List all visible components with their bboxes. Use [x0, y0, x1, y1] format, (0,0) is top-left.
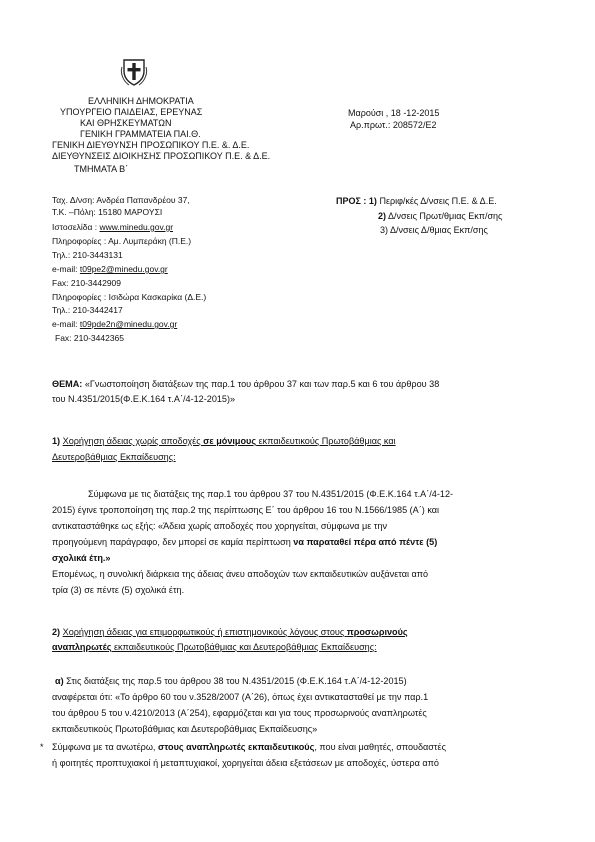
- fax-primary: Fax: 210-3442909: [52, 278, 121, 288]
- s2-b-line2: ή φοιτητές προπτυχιακοί ή μεταπτυχιακοί, χορηγείται άδεια εξετάσεων με αποδοχές, ύστερα από: [52, 758, 439, 768]
- s2-b-line1-a: Σύμφωνα με τα ανωτέρω,: [52, 742, 158, 752]
- s2-b-line1: [52, 742, 446, 752]
- s1-p1-line4: [52, 537, 437, 547]
- email-link-secondary[interactable]: t09pde2n@minedu.gov.gr: [79, 319, 178, 329]
- info-secondary: Πληροφορίες : Ισιδώρα Κασκαρίκα (Δ.Ε.): [52, 292, 207, 302]
- recipient-1-text: Περιφ/κές Δ/νσεις Π.Ε. & Δ.Ε.: [376, 196, 497, 206]
- address: Ταχ. Δ/νση: Ανδρέα Παπανδρέου 37,: [52, 195, 190, 205]
- section2-heading-line2: [52, 640, 377, 656]
- website-line: [52, 222, 173, 233]
- fax-secondary: Fax: 210-3442365: [55, 333, 124, 343]
- s2-a-line3: του άρθρου 5 του ν.4210/2013 (Α΄254), εφαρμόζεται και για τους προσωρινούς αναπληρωτές: [52, 708, 427, 718]
- section2-number: 2): [52, 627, 61, 637]
- s1-p1-line4-a: προηγούμενη παράγραφο, δεν μπορεί σε καμία περίπτωση: [52, 537, 294, 547]
- section1-heading-a: Χορήγηση άδειας χωρίς αποδοχές: [62, 436, 204, 446]
- section2-heading-a: Χορήγηση άδειας για επιμορφωτικούς ή επιστημονικούς λόγους στους: [62, 627, 347, 637]
- s2-a-label: α): [55, 676, 64, 686]
- s2-a-line1-text: Στις διατάξεις της παρ.5 του άρθρου 38 του Ν.4351/2015 (Φ.Ε.Κ.164 τ.Α΄/4-12-2015): [63, 676, 407, 686]
- ministry-line1: ΥΠΟΥΡΓΕΙΟ ΠΑΙΔΕΙΑΣ, ΕΡΕΥΝΑΣ: [60, 107, 203, 117]
- email-label: e-mail:: [52, 319, 80, 329]
- section2-heading-b: εκπαιδευτικούς Πρωτοβάθμιας και Δευτεροβάθμιας Εκπαίδευσης:: [111, 642, 377, 652]
- general-directorate: ΓΕΝΙΚΗ ΔΙΕΥΘΥΝΣΗ ΠΡΟΣΩΠΙΚΟΥ Π.Ε. &. Δ.Ε.: [52, 140, 250, 150]
- s1-p1-line4-bold: να παραταθεί πέρα από πέντε (5): [293, 537, 438, 547]
- recipient-1: [336, 195, 497, 208]
- s2-a-line4: εκπαιδευτικούς Πρωτοβάθμιας και Δευτεροβάθμιας Εκπαίδευσης»: [52, 724, 318, 734]
- email-line-primary: [52, 264, 168, 275]
- departments: ΤΜΗΜΑΤΑ Β΄: [74, 164, 129, 174]
- place-date: Μαρούσι , 18 -12-2015: [348, 108, 440, 118]
- section1-heading-bold: σε μόνιμους: [203, 436, 257, 446]
- website-link[interactable]: www.minedu.gov.gr: [99, 222, 174, 232]
- subject-line1: [52, 377, 439, 392]
- directorates: ΔΙΕΥΘΥΝΣΕΙΣ ΔΙΟΙΚΗΣΗΣ ΠΡΟΣΩΠΙΚΟΥ Π.Ε. & Δ.Ε.: [52, 151, 271, 161]
- s1-p2-line1: Επομένως, η συνολική διάρκεια της άδειας άνευ αποδοχών των εκπαιδευτικών αυξάνεται από: [52, 569, 429, 579]
- margin-mark: *: [40, 742, 44, 752]
- greek-emblem-icon: [120, 57, 148, 87]
- website-label: Ιστοσελίδα :: [52, 222, 100, 232]
- s1-p1-line1: Σύμφωνα με τις διατάξεις της παρ.1 του άρθρου 37 του Ν.4351/2015 (Φ.Ε.Κ.164 τ.Α΄/4-12-: [88, 489, 454, 499]
- s2-a-line2: αναφέρεται ότι: «Το άρθρο 60 του ν.3528/2007 (Α΄26), όπως έχει αντικατασταθεί με την παρ.1: [52, 692, 429, 702]
- s1-p2-line2: τρία (3) σε πέντε (5) σχολικά έτη.: [52, 585, 185, 595]
- s1-p1-line2: 2015) έγινε τροποποίηση της παρ.2 της περίπτωσης Ε΄ του άρθρου 16 του Ν.1566/1985 (Α΄) και: [52, 505, 440, 515]
- recipient-3: 3) Δ/νσεις Δ/θμιας Εκπ/σης: [380, 225, 488, 235]
- subject-text: «Γνωστοποίηση διατάξεων της παρ.1 του άρθρου 37 και των παρ.5 και 6 του άρθρου 38: [82, 379, 440, 389]
- recipients-label: ΠΡΟΣ :: [336, 196, 367, 206]
- phone-secondary: Τηλ.: 210-3442417: [52, 305, 123, 315]
- s2-a-line1: [55, 676, 407, 686]
- email-label: e-mail:: [52, 264, 80, 274]
- recipient-2: [378, 210, 502, 223]
- s1-p1-line5: σχολικά έτη.»: [52, 553, 111, 563]
- section1-heading-b: εκπαιδευτικούς Πρωτοβάθμιας και: [256, 436, 396, 446]
- postal-code: Τ.Κ. –Πόλη: 15180 ΜΑΡΟΥΣΙ: [52, 207, 163, 217]
- subject-line2: του Ν.4351/2015(Φ.Ε.Κ.164 τ.Α΄/4-12-2015)»: [52, 394, 236, 404]
- info-primary: Πληροφορίες : Αμ. Λυμπεράκη (Π.Ε.): [52, 236, 192, 246]
- subject-label: ΘΕΜΑ:: [52, 379, 83, 389]
- s2-b-line1-c: , που είναι μαθητές, σπουδαστές: [314, 742, 446, 752]
- section1-heading-line2: Δευτεροβάθμιας Εκπαίδευσης:: [52, 452, 176, 462]
- recipient-2-number: 2): [378, 211, 387, 221]
- section1-number: 1): [52, 436, 61, 446]
- s1-p1-line3: αντικαταστάθηκε ως εξής: «Άδεια χωρίς αποδοχές που χορηγείται, σύμφωνα με την: [52, 521, 387, 531]
- email-line-secondary: [52, 319, 177, 330]
- section1-heading: [52, 434, 532, 450]
- general-secretariat: ΓΕΝΙΚΗ ΓΡΑΜΜΑΤΕΙΑ ΠΑΙ.Θ.: [80, 129, 201, 139]
- recipient-2-text: Δ/νσεις Πρωτ/θμιας Εκπ/σης: [386, 211, 503, 221]
- protocol-number: Αρ.πρωτ.: 208572/Ε2: [350, 120, 437, 130]
- section2-heading-bold: προσωρινούς: [346, 627, 408, 637]
- section2-heading-bold2: αναπληρωτές: [52, 642, 112, 652]
- s2-b-line1-bold: στους αναπληρωτές εκπαιδευτικούς: [157, 742, 315, 752]
- ministry-line2: ΚΑΙ ΘΡΗΣΚΕΥΜΑΤΩΝ: [80, 118, 172, 128]
- section2-heading: [52, 625, 532, 641]
- email-link-primary[interactable]: t09pe2@minedu.gov.gr: [79, 264, 168, 274]
- phone-primary: Τηλ.: 210-3443131: [52, 250, 123, 260]
- republic-title: ΕΛΛΗΝΙΚΗ ΔΗΜΟΚΡΑΤΙΑ: [88, 96, 194, 106]
- recipient-1-number: 1): [368, 196, 377, 206]
